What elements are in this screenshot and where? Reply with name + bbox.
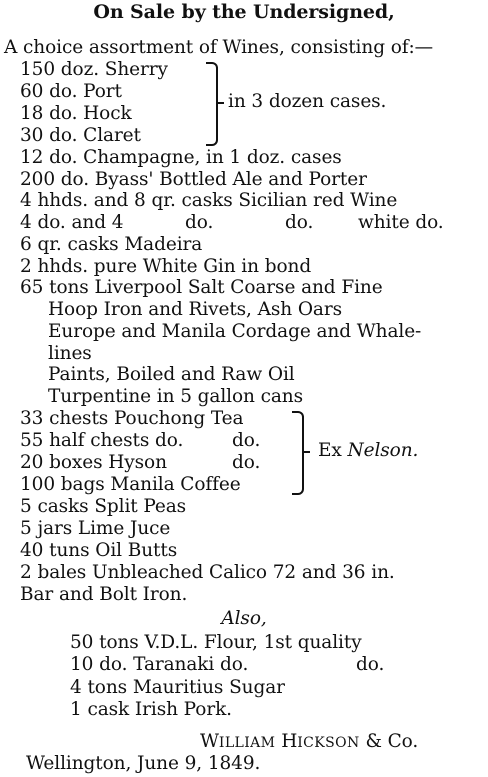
list-item: 4 hhds. and 8 qr. casks Sicilian red Wine	[20, 190, 398, 211]
indented-item: Europe and Manila Cordage and Whale-	[48, 321, 422, 342]
white-wine-line	[20, 212, 123, 234]
list-item: 6 qr. casks Madeira	[20, 234, 203, 255]
list-item: 5 jars Lime Juce	[20, 518, 171, 539]
wine-brace	[206, 62, 218, 146]
nelson-note-prefix: Ex	[318, 440, 348, 461]
indented-item: Turpentine in 5 gallon cans	[48, 386, 303, 407]
white-wine-end: white do.	[358, 212, 444, 233]
ship-name: Nelson.	[347, 440, 419, 461]
list-item: 2 bales Unbleached Calico 72 and 36 in.	[20, 562, 395, 583]
ditto-mark: do.	[232, 430, 261, 451]
sig-rest: ILLIAM	[218, 735, 276, 751]
sig-tail: & Co.	[365, 731, 419, 752]
indented-item: Paints, Boiled and Raw Oil	[48, 364, 295, 385]
nelson-note	[318, 440, 418, 462]
also-heading: Also,	[221, 608, 267, 629]
indented-item: Hoop Iron and Rivets, Ash Oars	[48, 299, 343, 320]
list-item: 65 tons Liverpool Salt Coarse and Fine	[20, 277, 383, 298]
sig-rest: ICKSON	[297, 735, 360, 751]
indented-item: lines	[48, 343, 92, 364]
signature	[200, 731, 418, 755]
sig-initial: H	[281, 731, 298, 752]
list-item: Bar and Bolt Iron.	[20, 584, 188, 605]
dateline: Wellington, June 9, 1849.	[26, 753, 261, 774]
wine-brace-tip	[218, 102, 224, 104]
wine-item: 30 do. Claret	[20, 125, 141, 146]
also-item: 1 cask Irish Pork.	[70, 699, 232, 720]
list-item: 40 tuns Oil Butts	[20, 540, 178, 561]
wine-item: 60 do. Port	[20, 81, 122, 102]
wine-item: 18 do. Hock	[20, 103, 132, 124]
nelson-brace	[292, 411, 304, 495]
list-item: 200 do. Byass' Bottled Ale and Porter	[20, 169, 367, 190]
ditto-mark: do.	[185, 212, 214, 233]
also-item: 4 tons Mauritius Sugar	[70, 677, 285, 698]
white-wine-start: 4 do. and 4	[20, 212, 124, 233]
nelson-item: 55 half chests do.	[20, 430, 184, 451]
ditto-mark: do.	[285, 212, 314, 233]
also-item: 50 tons V.D.L. Flour, 1st quality	[70, 632, 362, 653]
list-item: 12 do. Champagne, in 1 doz. cases	[20, 147, 342, 168]
wine-item: 150 doz. Sherry	[20, 59, 168, 80]
ad-title: On Sale by the Undersigned,	[93, 1, 395, 23]
list-item: 5 casks Split Peas	[20, 496, 187, 517]
ditto-mark: do.	[356, 654, 385, 675]
nelson-item: 100 bags Manila Coffee	[20, 474, 241, 495]
intro-line: A choice assortment of Wines, consisting of:—	[4, 37, 434, 58]
nelson-item: 33 chests Pouchong Tea	[20, 408, 244, 429]
nelson-brace-tip	[304, 451, 310, 453]
wine-note: in 3 dozen cases.	[228, 91, 387, 112]
sig-initial: W	[200, 731, 219, 752]
also-item: 10 do. Taranaki do.	[70, 654, 249, 675]
ditto-mark: do.	[232, 452, 261, 473]
list-item: 2 hhds. pure White Gin in bond	[20, 256, 312, 277]
nelson-item: 20 boxes Hyson	[20, 452, 167, 473]
